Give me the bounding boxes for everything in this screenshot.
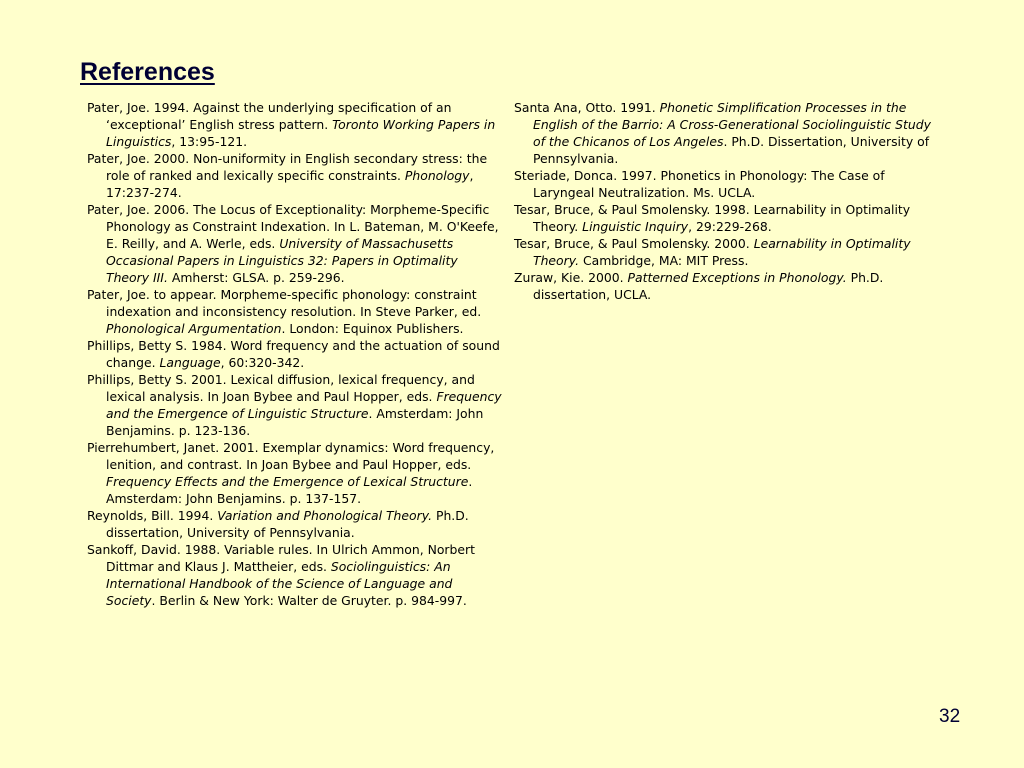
- reference-text: Pater, Joe. 2000. Non-uniformity in English secondary stress: the role of ranked and lexically specific constraints.: [87, 151, 488, 183]
- reference-entry: [87, 541, 503, 609]
- reference-text: Ph.D. dissertation, University of Pennsylvania.: [106, 508, 469, 540]
- reference-text: Pierrehumbert, Janet. 2001. Exemplar dynamics: Word frequency, lenition, and contrast. In Joan Bybee and Paul Hopper, eds.: [87, 440, 495, 472]
- reference-title-italic: Patterned Exceptions in Phonology.: [627, 270, 847, 285]
- reference-text: . Amsterdam: John Benjamins. p. 123-136.: [106, 406, 484, 438]
- page-number: 32: [939, 706, 961, 727]
- reference-text: Pater, Joe. 2006. The Locus of Exceptionality: Morpheme-Specific Phonology as Constraint Indexation. In L. Bateman, M. O'Keefe, E. Reilly, and A. Werle, eds.: [87, 202, 499, 251]
- reference-entry: [514, 235, 934, 269]
- reference-title-italic: Toronto Working Papers in Linguistics: [106, 117, 496, 149]
- reference-title-italic: Phonological Argumentation: [106, 321, 282, 336]
- references-left-column: [87, 99, 503, 609]
- reference-text: , 13:95-121.: [171, 134, 248, 149]
- reference-text: , 29:229-268.: [688, 219, 772, 234]
- reference-text: . London: Equinox Publishers.: [281, 321, 464, 336]
- reference-text: Ph.D. dissertation, UCLA.: [533, 270, 884, 302]
- reference-title-italic: Learnability in Optimality Theory.: [533, 236, 911, 268]
- reference-entry: [87, 201, 503, 286]
- reference-text: . Berlin & New York: Walter de Gruyter. p. 984-997.: [151, 593, 467, 608]
- reference-text: Cambridge, MA: MIT Press.: [579, 253, 749, 268]
- reference-text: Zuraw, Kie. 2000.: [514, 270, 628, 285]
- reference-title-italic: Variation and Phonological Theory.: [217, 508, 433, 523]
- reference-entry: [87, 337, 503, 371]
- reference-entry: [514, 99, 934, 167]
- reference-entry: [514, 201, 934, 235]
- reference-title-italic: Linguistic Inquiry: [582, 219, 689, 234]
- reference-title-italic: Frequency Effects and the Emergence of Lexical Structure: [106, 474, 469, 489]
- reference-text: Tesar, Bruce, & Paul Smolensky. 1998. Learnability in Optimality Theory.: [514, 202, 911, 234]
- reference-entry: [514, 167, 934, 201]
- reference-text: Tesar, Bruce, & Paul Smolensky. 2000.: [514, 236, 754, 251]
- reference-text: Phillips, Betty S. 1984. Word frequency and the actuation of sound change.: [87, 338, 500, 370]
- reference-title-italic: Language: [159, 355, 221, 370]
- reference-text: Pater, Joe. to appear. Morpheme-specific phonology: constraint indexation and inconsistency resolution. In Steve Parker, ed.: [87, 287, 482, 319]
- reference-entry: [87, 286, 503, 337]
- reference-text: Pater, Joe. 1994. Against the underlying specification of an ‘exceptional’ English stress pattern.: [87, 100, 452, 132]
- reference-title-italic: Frequency and the Emergence of Linguistic Structure: [106, 389, 502, 421]
- reference-text: Sankoff, David. 1988. Variable rules. In Ulrich Ammon, Norbert Dittmar and Klaus J. Mattheier, eds.: [87, 542, 475, 574]
- reference-text: Amherst: GLSA. p. 259-296.: [167, 270, 345, 285]
- reference-text: . Ph.D. Dissertation, University of Pennsylvania.: [533, 134, 930, 166]
- reference-title-italic: Sociolinguistics: An International Handbook of the Science of Language and Society: [106, 559, 453, 608]
- reference-text: , 17:237-274.: [106, 168, 474, 200]
- reference-entry: [87, 507, 503, 541]
- reference-text: . Amsterdam: John Benjamins. p. 137-157.: [106, 474, 473, 506]
- reference-entry: [87, 150, 503, 201]
- reference-text: , 60:320-342.: [220, 355, 305, 370]
- references-right-column: [514, 99, 934, 303]
- reference-text: Steriade, Donca. 1997. Phonetics in Phonology: The Case of Laryngeal Neutralization. Ms. UCLA.: [514, 168, 885, 200]
- reference-title-italic: Phonology: [404, 168, 470, 183]
- reference-text: Santa Ana, Otto. 1991.: [514, 100, 660, 115]
- reference-entry: [87, 371, 503, 439]
- slide-title: References: [80, 58, 215, 86]
- reference-entry: [514, 269, 934, 303]
- reference-title-italic: Phonetic Simplification Processes in the English of the Barrio: A Cross-Generational Sociolinguistic Study of the Chicanos of Los Angeles: [533, 100, 931, 149]
- reference-entry: [87, 99, 503, 150]
- reference-entry: [87, 439, 503, 507]
- reference-text: Reynolds, Bill. 1994.: [87, 508, 218, 523]
- reference-text: Phillips, Betty S. 2001. Lexical diffusion, lexical frequency, and lexical analysis. In Joan Bybee and Paul Hopper, eds.: [87, 372, 475, 404]
- reference-title-italic: University of Massachusetts Occasional Papers in Linguistics 32: Papers in Optimality Theory III.: [106, 236, 458, 285]
